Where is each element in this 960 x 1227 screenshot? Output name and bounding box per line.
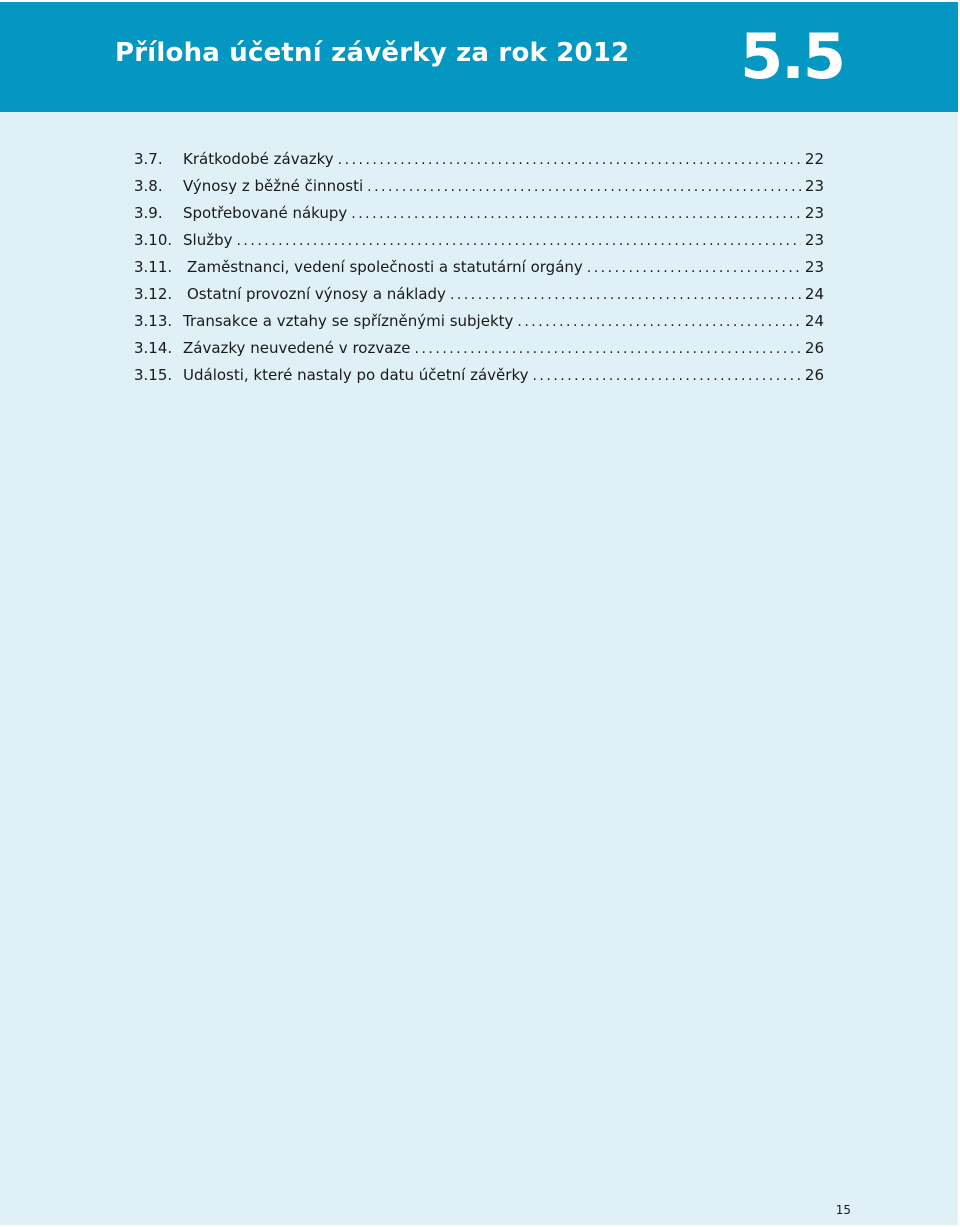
page-number: 15	[835, 1203, 851, 1217]
toc-entry-page: 26	[804, 339, 824, 357]
toc-entry-label: Závazky neuvedené v rozvaze	[183, 339, 411, 357]
toc-entry-number: 3.14.	[134, 339, 173, 357]
toc-entry-label: Spotřebované nákupy	[183, 204, 348, 222]
document-title: Příloha účetní závěrky za rok 2012	[115, 38, 630, 68]
toc-entry[interactable]	[134, 285, 824, 312]
toc-entry-number: 3.10.	[134, 231, 173, 249]
toc-entry[interactable]	[134, 177, 824, 204]
toc-entry-number: 3.13.	[134, 312, 173, 330]
toc-entry-label: Ostatní provozní výnosy a náklady	[187, 285, 446, 303]
toc-entry-label: Krátkodobé závazky	[183, 150, 334, 168]
toc-dot-leader	[367, 179, 801, 195]
toc-entry[interactable]	[134, 366, 824, 393]
toc-entry-number: 3.11.	[134, 258, 173, 276]
toc-entry-number: 3.12.	[134, 285, 173, 303]
toc-dot-leader	[415, 341, 801, 357]
toc-entry-number: 3.8.	[134, 177, 163, 195]
toc-dot-leader	[517, 314, 801, 330]
toc-entry-page: 23	[804, 231, 824, 249]
toc-entry-page: 23	[804, 204, 824, 222]
header-banner	[0, 2, 958, 112]
toc-entry[interactable]	[134, 150, 824, 177]
toc-entry-number: 3.9.	[134, 204, 163, 222]
table-of-contents	[134, 150, 824, 393]
toc-entry-page: 26	[804, 366, 824, 384]
toc-entry[interactable]	[134, 231, 824, 258]
toc-entry-number: 3.7.	[134, 150, 163, 168]
toc-entry-label: Služby	[183, 231, 233, 249]
toc-entry-page: 23	[804, 258, 824, 276]
toc-entry-number: 3.15.	[134, 366, 173, 384]
toc-entry[interactable]	[134, 258, 824, 285]
toc-entry-page: 24	[804, 312, 824, 330]
toc-entry-page: 22	[804, 150, 824, 168]
toc-entry-label: Zaměstnanci, vedení společnosti a statutární orgány	[187, 258, 583, 276]
toc-entry[interactable]	[134, 339, 824, 366]
toc-entry-label: Události, které nastaly po datu účetní závěrky	[183, 366, 529, 384]
toc-dot-leader	[338, 152, 801, 168]
toc-dot-leader	[532, 368, 800, 384]
toc-entry-label: Transakce a vztahy se spřízněnými subjekty	[183, 312, 514, 330]
toc-dot-leader	[351, 206, 801, 222]
toc-entry[interactable]	[134, 204, 824, 231]
toc-entry-page: 24	[804, 285, 824, 303]
toc-entry[interactable]	[134, 312, 824, 339]
toc-dot-leader	[587, 260, 801, 276]
toc-dot-leader	[450, 287, 801, 303]
toc-dot-leader	[236, 233, 800, 249]
toc-entry-label: Výnosy z běžné činnosti	[183, 177, 364, 195]
section-number: 5.5	[740, 20, 844, 93]
document-page	[0, 2, 958, 1225]
toc-entry-page: 23	[804, 177, 824, 195]
